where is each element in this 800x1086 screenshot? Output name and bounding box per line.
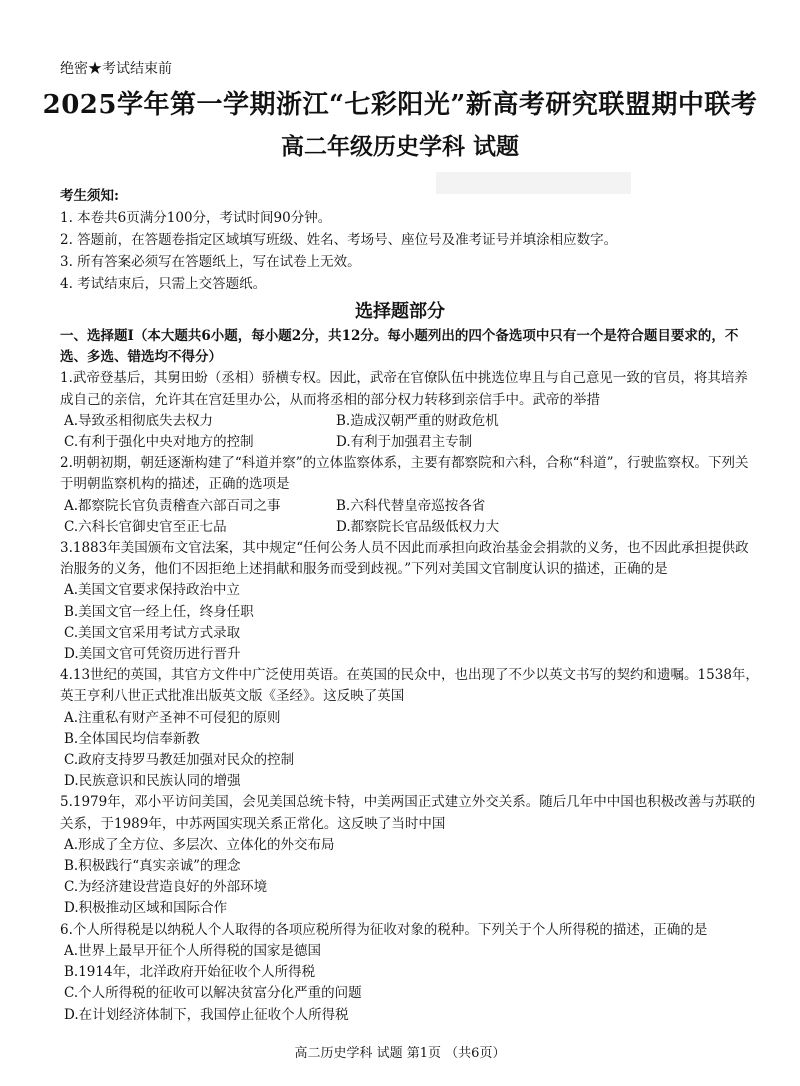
- option-a: A.导致丞相彻底失去权力: [64, 412, 214, 429]
- exam-subtitle: 高二年级历史学科 试题: [280, 133, 519, 160]
- option-d: D.都察院长官品级低权力大: [336, 518, 500, 535]
- option-a: A.都察院长官负责稽查六部百司之事: [64, 497, 281, 514]
- notice-item: 1. 本卷共6页满分100分，考试时间90分钟。: [60, 210, 332, 226]
- option-c: C.六科长官御史官至正七品: [64, 518, 227, 535]
- notice-item: 2. 答题前，在答题卷指定区域填写班级、姓名、考场号、座位号及准考证号并填涂相应数字。: [60, 232, 618, 248]
- page-footer: 高二历史学科 试题 第1页 （共6页）: [294, 1046, 506, 1061]
- option-a: A.形成了全方位、多层次、立体化的外交布局: [64, 836, 335, 853]
- option-a: A.注重私有财产圣神不可侵犯的原则: [64, 709, 281, 726]
- secret-label: 绝密★考试结束前: [60, 61, 172, 77]
- option-c: C.为经济建设营造良好的外部环境: [64, 879, 268, 896]
- exam-title: 2025学年第一学期浙江“七彩阳光”新高考研究联盟期中联考: [42, 90, 758, 120]
- option-grid: [60, 411, 760, 453]
- option-list: [60, 941, 760, 1026]
- notice-heading: 考生须知:: [60, 188, 119, 204]
- notice-item: 3. 所有答案必须写在答题纸上，写在试卷上无效。: [60, 254, 361, 270]
- section-title: 选择题部分: [355, 301, 445, 322]
- section-instruction: 一、选择题Ⅰ（本大题共6小题，每小题2分，共12分。每小题列出的四个备选项中只有一个是符合题目要求的，不选、多选、错选均不得分）: [60, 328, 739, 366]
- question-stem: 4.13世纪的英国，其官方文件中广泛使用英语。在英国的民众中，也出现了不少以英文书写的契约和遗嘱。1538年，英王亨利八世正式批准出版英文版《圣经》。这反映了英国: [60, 667, 759, 705]
- option-b: B.六科代替皇帝巡按各省: [336, 497, 486, 514]
- question-list: [60, 326, 760, 1026]
- option-d: D.民族意识和民族认同的增强: [64, 773, 241, 790]
- option-b: B.造成汉朝严重的财政危机: [336, 412, 499, 429]
- option-c: C.政府支持罗马教廷加强对民众的控制: [64, 752, 295, 769]
- question-stem: 5.1979年，邓小平访问美国，会见美国总统卡特，中美两国正式建立外交关系。随后几年中中国也积极改善与苏联的关系，于1989年，中苏两国实现关系正常化。这反映了当时中国: [60, 794, 756, 832]
- option-a: A.美国文官要求保持政治中立: [64, 582, 241, 599]
- option-d: D.有利于加强君主专制: [336, 434, 473, 451]
- option-c: C.个人所得税的征收可以解决贫富分化严重的问题: [64, 985, 362, 1002]
- option-b: B.1914年，北洋政府开始征收个人所得税: [64, 964, 316, 981]
- option-d: D.积极推动区域和国际合作: [64, 900, 228, 917]
- option-b: B.积极践行“真实亲诚”的理念: [64, 858, 241, 875]
- notice-block: [60, 185, 760, 295]
- option-c: C.美国文官采用考试方式录取: [64, 624, 241, 641]
- option-list: [60, 835, 760, 920]
- option-list: [60, 708, 760, 793]
- question-stem: 2.明朝初期，朝廷逐渐构建了“科道并察”的立体监察体系，主要有都察院和六科，合称“科道”，行驶监察权。下列关于明朝监察机构的描述，正确的选项是: [60, 455, 749, 493]
- option-d: D.美国文官可凭资历进行晋升: [64, 646, 241, 663]
- option-c: C.有利于强化中央对地方的控制: [64, 434, 254, 451]
- option-a: A.世界上最早开征个人所得税的国家是德国: [64, 942, 322, 959]
- option-list: [60, 580, 760, 665]
- option-b: B.全体国民均信奉新教: [64, 730, 200, 747]
- question-stem: 6.个人所得税是以纳税人个人取得的各项应税所得为征收对象的税种。下列关于个人所得税的描述，正确的是: [60, 921, 708, 938]
- option-grid: [60, 496, 760, 538]
- option-d: D.在计划经济体制下，我国停止征收个人所得税: [64, 1006, 349, 1023]
- question-stem: 1.武帝登基后，其舅田蚡（丞相）骄横专权。因此，武帝在官僚队伍中挑选位卑且与自己意见一致的官员，将其培养成自己的亲信，允许其在宫廷里办公，从而将丞相的部分权力转移到亲信手中。武帝的举措: [60, 370, 748, 408]
- notice-item: 4. 考试结束后，只需上交答题纸。: [60, 276, 267, 292]
- question-stem: 3.1883年美国颁布文官法案，其中规定“任何公务人员不因此而承担向政治基金会捐款的义务，也不因此承担提供政治服务的义务，他们不因拒绝上述捐献和服务而受到歧视。”下列对美国文官制度认识的描述，正确的是: [60, 540, 749, 578]
- option-b: B.美国文官一经上任，终身任职: [64, 603, 254, 620]
